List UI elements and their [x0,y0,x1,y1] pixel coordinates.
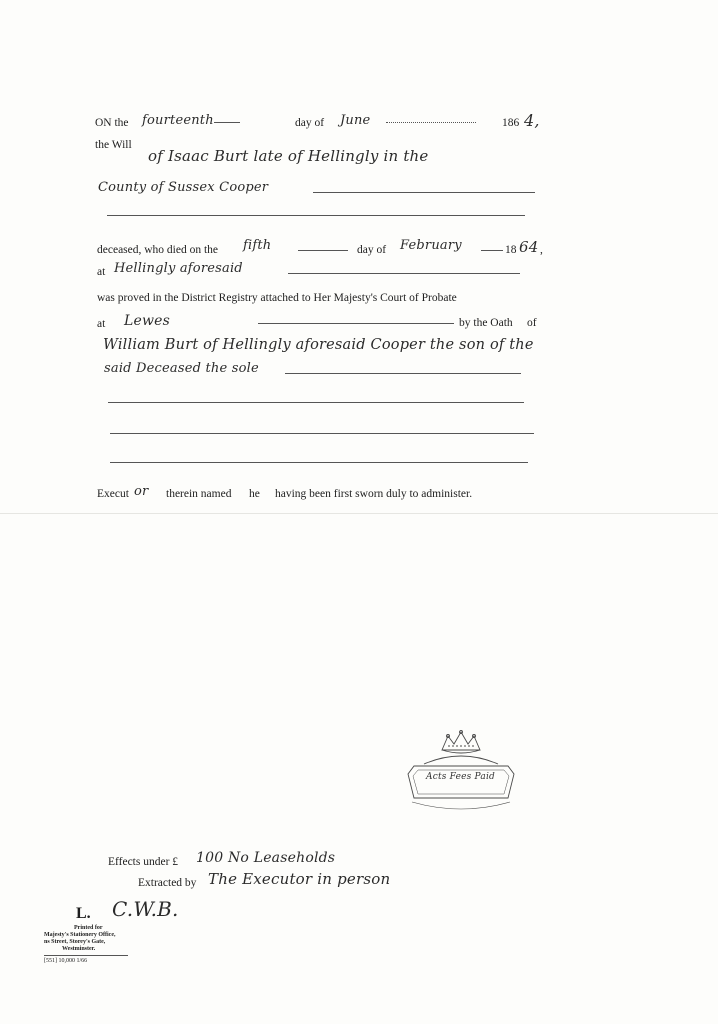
imprint-line: ns Street, Storey's Gate, [44,939,106,945]
death-year-printed: 18 [505,244,517,256]
therein-named-label: therein named [166,488,232,500]
registry-place-handwritten: Lewes [124,313,171,329]
testator-handwritten: of Isaac Burt late of Hellingly in the [148,147,429,165]
by-the-oath-label: by the Oath [459,317,513,329]
imprint-line: Printed for [74,925,103,931]
day-ordinal-handwritten: fourteenth [142,113,214,128]
extracted-by-handwritten: The Executor in person [208,870,391,888]
death-month-handwritten: February [400,238,462,253]
fill-line [107,215,525,216]
imprint-line: Westminster. [62,946,96,952]
sworn-statement: having been first sworn duly to administer. [275,488,473,500]
stamp-inscription: Acts Fees Paid [426,772,495,782]
at-label-2: at [97,318,106,330]
clerk-initial: L. [76,905,91,922]
fill-line [258,323,454,324]
fill-line [288,273,520,274]
deceased-died-label: deceased, who died on the [97,244,219,256]
clerk-initials-handwritten: C.W.B. [112,897,179,921]
the-will-label: the Will [95,139,132,151]
effects-value-handwritten: 100 No Leaseholds [196,850,336,866]
death-year-handwritten: 64 [519,238,539,256]
on-the-label: ON the [95,117,129,129]
imprint-rule [44,955,128,956]
death-day-handwritten: fifth [243,238,272,253]
executor-handwritten: William Burt of Hellingly aforesaid Cooper the son of the [103,337,534,353]
printer-imprint [44,925,115,953]
executor-label: Execut [97,488,129,500]
proved-statement: was proved in the District Registry attached to Her Majesty's Court of Probate [97,292,457,304]
fill-line [214,122,240,123]
sole-executor-handwritten: said Deceased the sole [104,361,259,376]
fill-line [110,433,534,434]
fill-line [285,373,521,374]
death-place-handwritten: Hellingly aforesaid [114,261,243,276]
fill-line [298,250,348,251]
comma: , [540,244,543,256]
executor-suffix-handwritten: or [134,484,149,499]
fill-line [110,462,528,463]
pronoun-he: he [249,488,260,500]
print-code: [551] 10,000 1/66 [44,958,88,964]
day-of-label: day of [295,117,325,129]
year-printed: 186 [502,117,520,129]
death-day-of-label: day of [357,244,387,256]
year-handwritten: 4, [524,111,540,130]
fill-line [108,402,524,403]
fill-line [313,192,535,193]
extracted-by-label: Extracted by [138,877,197,889]
fill-line [481,250,503,251]
imprint-line: Majesty's Stationery Office, [44,932,116,938]
page-fold [0,513,718,514]
effects-under-label: Effects under £ [108,856,179,868]
month-handwritten: June [340,113,371,128]
at-label: at [97,266,106,278]
county-handwritten: County of Sussex Cooper [98,180,269,195]
fill-line [386,122,476,123]
of-label: of [527,317,537,329]
fee-stamp [402,730,520,816]
